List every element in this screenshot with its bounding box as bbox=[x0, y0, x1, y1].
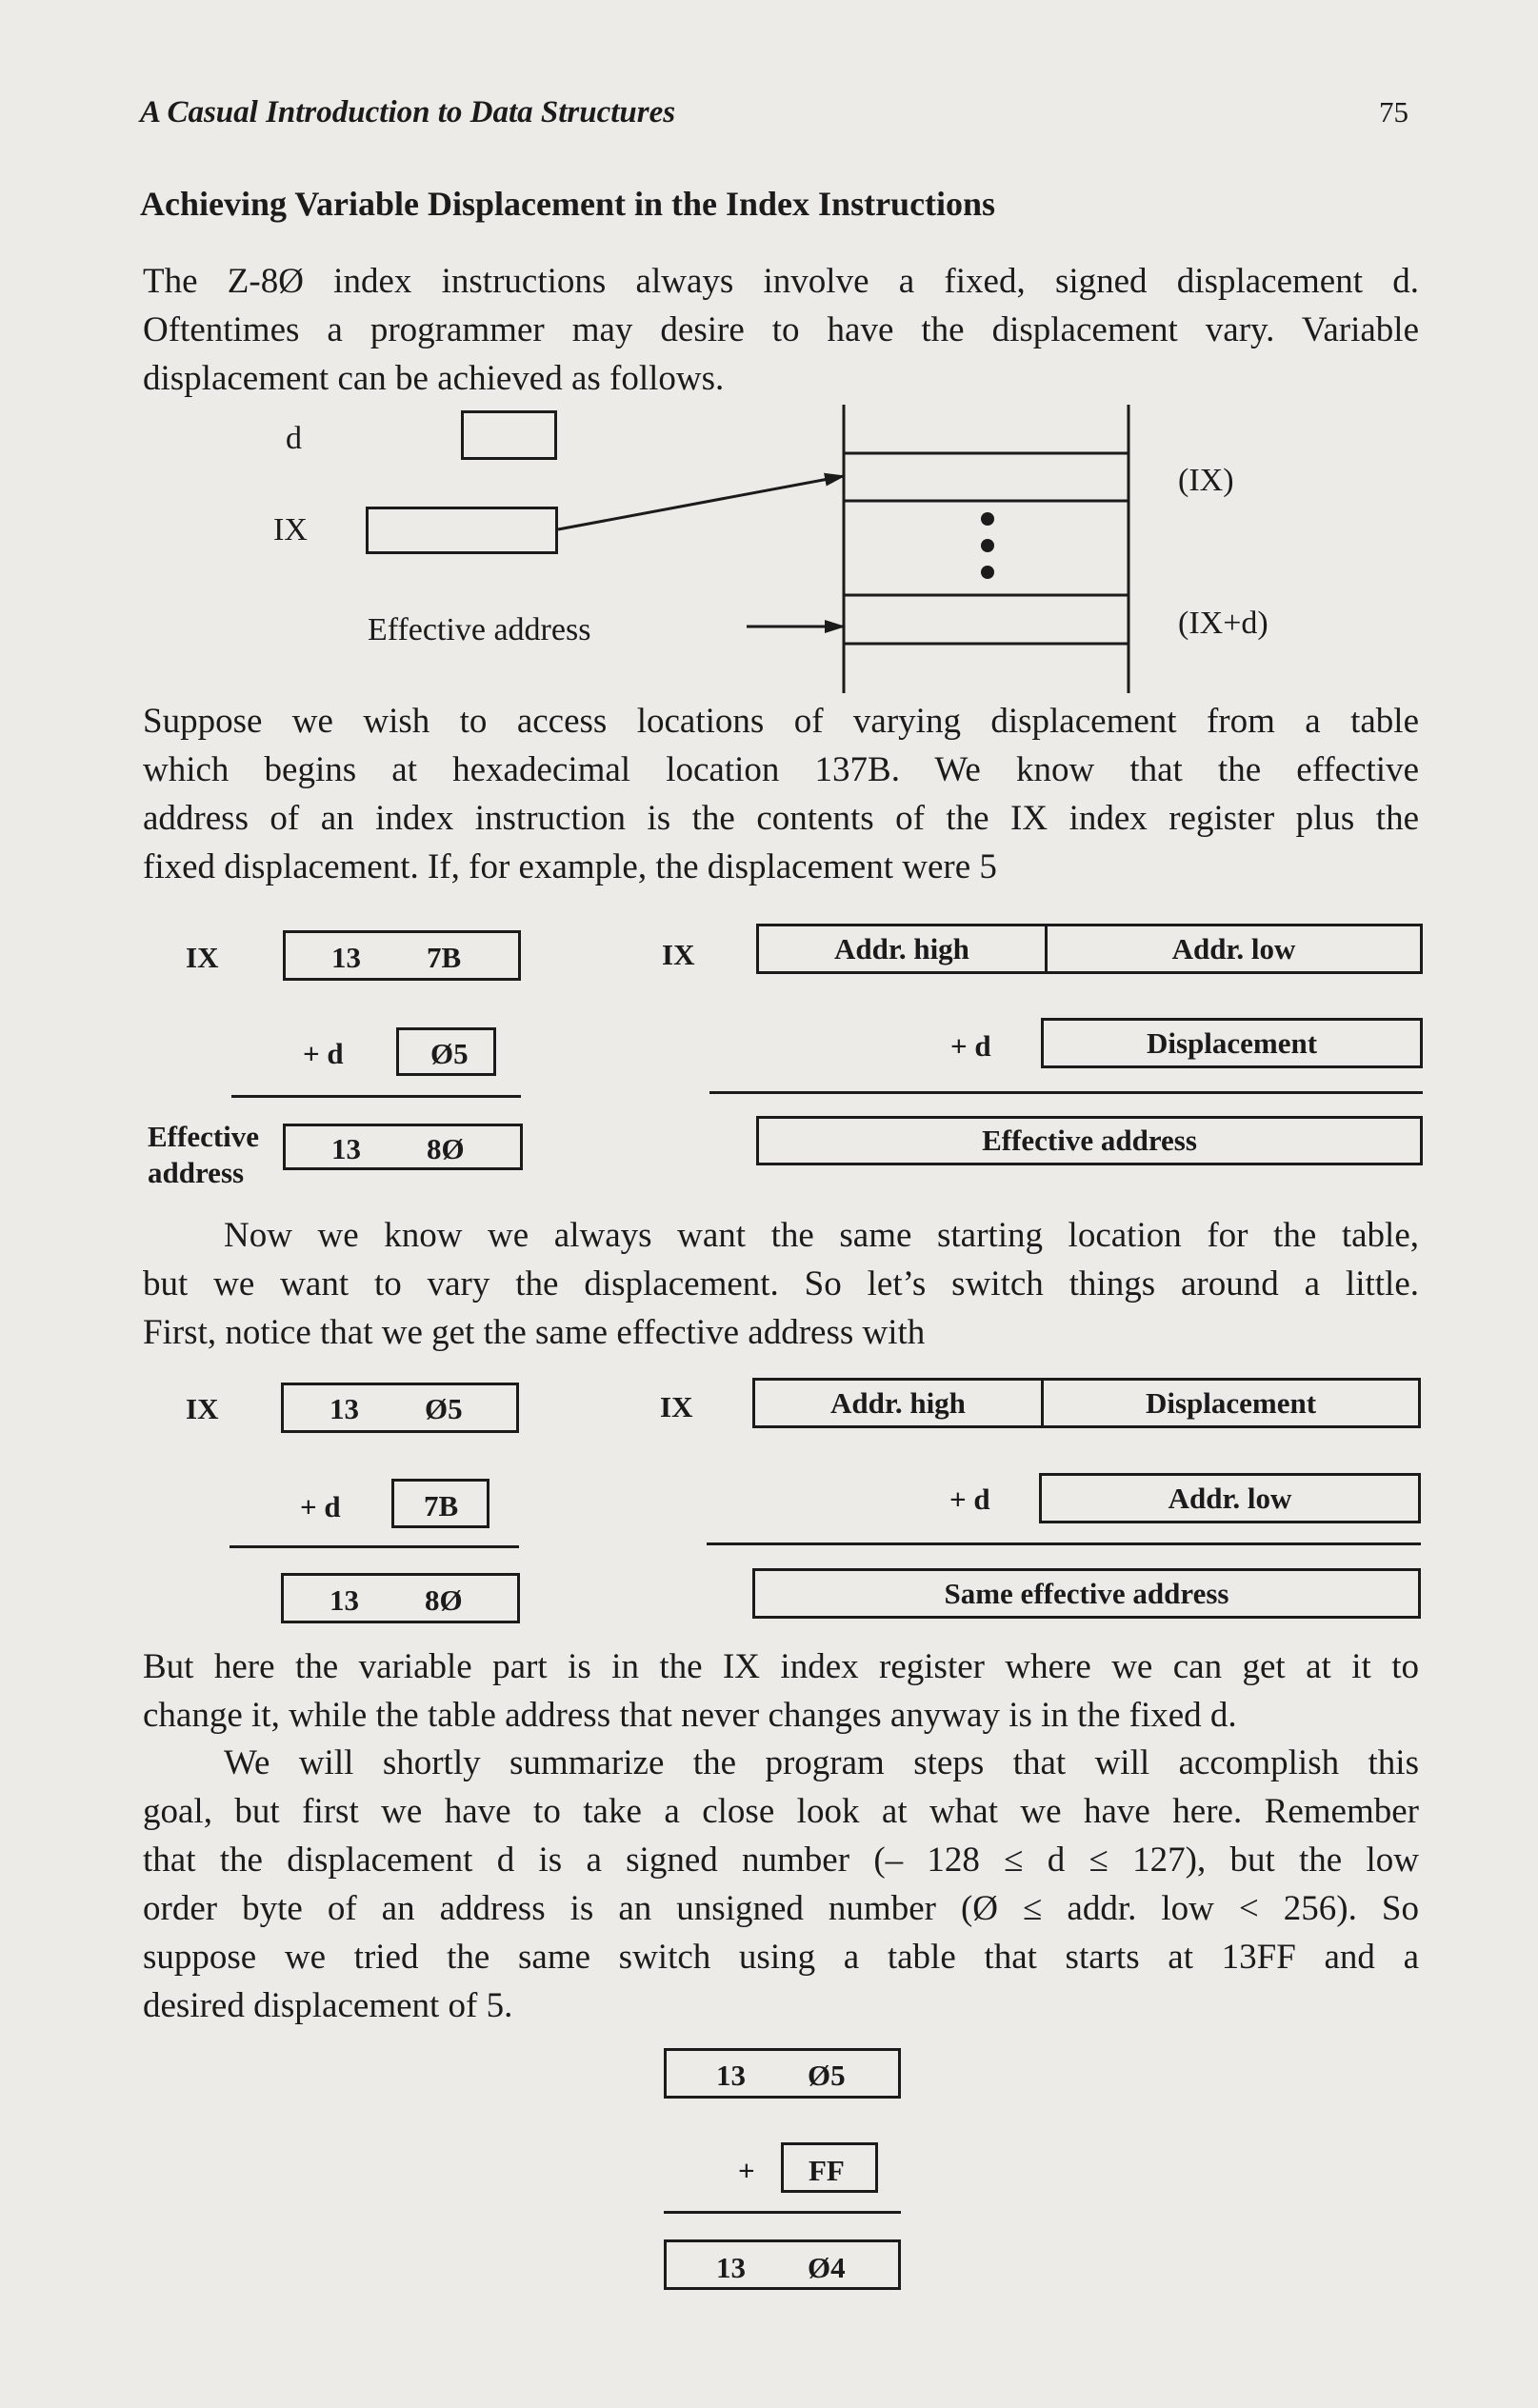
paragraph-but bbox=[143, 1642, 1419, 1740]
sum-rule bbox=[707, 1542, 1421, 1545]
ix-label: IX bbox=[273, 512, 308, 547]
paragraph-line: order byte of an address is an unsigned number (Ø ≤ addr. low < 256). So bbox=[143, 1889, 1419, 1928]
memory-table-svg bbox=[0, 0, 1538, 724]
ix-pointer-arrow bbox=[558, 476, 844, 529]
addr-high-cell: Addr. high bbox=[830, 1385, 966, 1420]
plus-d-label: + d bbox=[303, 1037, 344, 1070]
ix-low-byte: 7B bbox=[427, 941, 462, 974]
ellipsis-dots-icon bbox=[981, 512, 994, 579]
paragraph-line: address of an index instruction is the contents of the IX index register plus the bbox=[143, 799, 1419, 838]
label-line: Effective bbox=[148, 1120, 260, 1153]
paragraph-line: suppose we tried the same switch using a table that starts at 13FF and a bbox=[143, 1938, 1419, 1977]
paragraph-line: The Z-8Ø index instructions always involve a fixed, signed displacement d. bbox=[143, 262, 1419, 301]
result-low-byte: 8Ø bbox=[427, 1132, 465, 1165]
paragraph-line: We will shortly summarize the program steps that will accomplish this bbox=[224, 1743, 1419, 1782]
result-box bbox=[281, 1573, 520, 1623]
paragraph-line: Oftentimes a programmer may desire to have the displacement vary. Variable bbox=[143, 310, 1419, 349]
section-heading: Achieving Variable Displacement in the Index Instructions bbox=[140, 185, 996, 223]
plus-d-label: + d bbox=[949, 1483, 990, 1516]
result-low-byte: Ø4 bbox=[808, 2251, 846, 2284]
ix-register-box bbox=[664, 2048, 901, 2099]
addr-low-cell: Addr. low bbox=[1045, 926, 1420, 971]
displacement-box: Displacement bbox=[1041, 1018, 1423, 1068]
sum-rule bbox=[709, 1091, 1423, 1094]
paragraph-line: change it, while the table address that never changes anyway is in the fixed d. bbox=[143, 1696, 1237, 1735]
plus-d-label: + d bbox=[950, 1029, 991, 1063]
sum-rule bbox=[664, 2211, 901, 2214]
ix-pointer-label: (IX) bbox=[1178, 463, 1234, 498]
effective-address-label: Effective address bbox=[368, 612, 591, 647]
ix-label: IX bbox=[660, 1390, 693, 1423]
displacement-value: 7B bbox=[424, 1489, 459, 1522]
paragraph-line: desired displacement of 5. bbox=[143, 1986, 513, 2025]
displacement-value: FF bbox=[809, 2154, 845, 2187]
same-effective-address-box: Same effective address bbox=[752, 1568, 1421, 1619]
paragraph-line: goal, but first we have to take a close look at what we have here. Remember bbox=[143, 1792, 1419, 1831]
addr-high-cell: Addr. high bbox=[834, 931, 969, 965]
sum-rule bbox=[230, 1545, 519, 1548]
paragraph-line: Suppose we wish to access locations of varying displacement from a table bbox=[143, 702, 1419, 741]
ix-register-box bbox=[283, 930, 521, 981]
displacement-value: Ø5 bbox=[430, 1037, 469, 1070]
paragraph-line: But here the variable part is in the IX index register where we can get at it to bbox=[143, 1647, 1419, 1686]
result-high-byte: 13 bbox=[330, 1583, 359, 1617]
ix-high-byte: 13 bbox=[330, 1392, 359, 1425]
effective-address-box: Effective address bbox=[756, 1116, 1423, 1165]
result-high-byte: 13 bbox=[716, 2251, 746, 2284]
ix-low-byte: Ø5 bbox=[425, 1392, 463, 1425]
ix-label: IX bbox=[186, 1392, 219, 1425]
paragraph-now bbox=[143, 1211, 1419, 1357]
ix-label: IX bbox=[186, 941, 219, 974]
effective-address-label bbox=[148, 1119, 259, 1191]
ix-register-box bbox=[281, 1383, 519, 1433]
paragraph-line: but we want to vary the displacement. So let’s switch things around a little. bbox=[143, 1264, 1419, 1304]
running-head: A Casual Introduction to Data Structures bbox=[140, 95, 676, 129]
ix-register-box bbox=[752, 1378, 1421, 1428]
ix-low-byte: Ø5 bbox=[808, 2059, 846, 2092]
paragraph-line: that the displacement d is a signed number (– 128 ≤ d ≤ 127), but the low bbox=[143, 1841, 1419, 1880]
paragraph-line: fixed displacement. If, for example, the displacement were 5 bbox=[143, 847, 997, 886]
d-label: d bbox=[286, 421, 302, 456]
ix-plus-d-pointer-label: (IX+d) bbox=[1178, 606, 1268, 641]
ix-label: IX bbox=[662, 938, 695, 971]
page-number: 75 bbox=[1379, 95, 1408, 129]
plus-d-label: + d bbox=[300, 1490, 341, 1523]
paragraph-line: which begins at hexadecimal location 137B. We know that the effective bbox=[143, 750, 1419, 789]
paragraph-line: First, notice that we get the same effective address with bbox=[143, 1313, 926, 1352]
paragraph-summarize bbox=[143, 1739, 1419, 2030]
displacement-cell: Displacement bbox=[1041, 1381, 1418, 1425]
addr-low-box: Addr. low bbox=[1039, 1473, 1421, 1523]
label-line: address bbox=[148, 1156, 245, 1189]
ix-high-byte: 13 bbox=[331, 941, 361, 974]
result-high-byte: 13 bbox=[331, 1132, 361, 1165]
ix-high-byte: 13 bbox=[716, 2059, 746, 2092]
ix-register-box bbox=[756, 924, 1423, 974]
paragraph-suppose bbox=[143, 697, 1419, 891]
sum-rule bbox=[231, 1095, 521, 1098]
plus-label: + bbox=[738, 2154, 755, 2187]
paragraph-line: displacement can be achieved as follows. bbox=[143, 359, 725, 398]
result-box bbox=[283, 1124, 523, 1170]
paragraph-line: Now we know we always want the same starting location for the table, bbox=[224, 1216, 1419, 1255]
result-low-byte: 8Ø bbox=[425, 1583, 463, 1617]
result-box bbox=[664, 2239, 901, 2290]
